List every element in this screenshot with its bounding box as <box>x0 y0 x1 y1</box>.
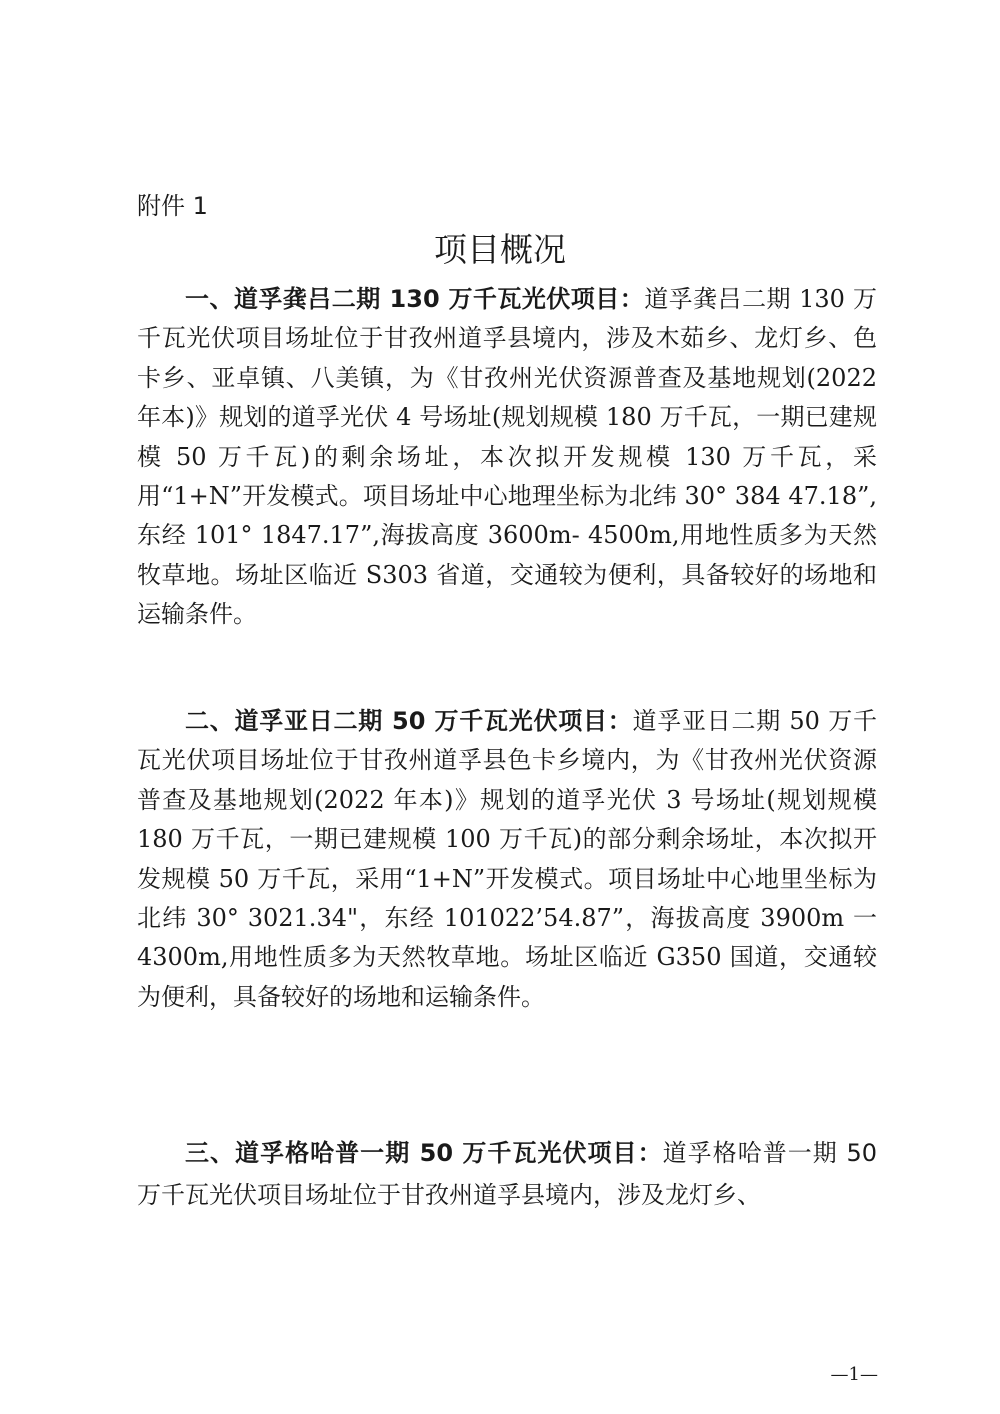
page-number: —1— <box>830 1364 878 1385</box>
attachment-label: 附件 1 <box>137 192 208 220</box>
section-paragraph-1 <box>137 280 877 635</box>
section-paragraph-2 <box>137 702 877 1017</box>
section-heading-3: 三、道孚格哈普一期 50 万千瓦光伏项目： <box>185 1139 663 1167</box>
section-paragraph-3 <box>137 1132 877 1216</box>
section-body-2: 道孚亚日二期 50 万千瓦光伏项目场址位于甘孜州道孚县色卡乡境内，为《甘孜州光伏资源普查及基地规划(2022 年本)》规划的道孚光伏 3 号场址(规划规模 180 万千瓦，一期已建规模 100 万千瓦)的部分剩余场址，本次拟开发规模 50 万千瓦，采用“1+N”开发模式。项目场址中心地里坐标为北纬 30° 3021.34"，东经 101022’54.87”，海拔高度 3900m 一 4300m,用地性质多为天然牧草地。场址区临近 G350 国道，交通较为便利，具备较好的场地和运输条件。 <box>137 707 878 1011</box>
section-body-3: 道孚格哈普一期 50 万千瓦光伏项目场址位于甘孜州道孚县境内，涉及龙灯乡、 <box>137 1139 878 1209</box>
section-body-1: 道孚龚吕二期 130 万千瓦光伏项目场址位于甘孜州道孚县境内，涉及木茹乡、龙灯乡、色卡乡、亚卓镇、八美镇，为《甘孜州光伏资源普查及基地规划(2022 年本)》规划的道孚光伏 4 号场址(规划规模 180 万千瓦，一期已建规模 50 万千瓦)的剩余场址，本次拟开发规模 130 万千瓦，采用“1+N”开发模式。项目场址中心地理坐标为北纬 30° 384 47.18”,东经 101° 1847.17”,海拔高度 3600m- 4500m,用地性质多为天然牧草地。场址区临近 S303 省道，交通较为便利，具备较好的场地和运输条件。 <box>137 285 877 629</box>
section-heading-2: 二、道孚亚日二期 50 万千瓦光伏项目： <box>185 707 633 735</box>
document-title: 项目概况 <box>434 230 566 269</box>
section-heading-1: 一、道孚龚吕二期 130 万千瓦光伏项目： <box>185 285 645 313</box>
